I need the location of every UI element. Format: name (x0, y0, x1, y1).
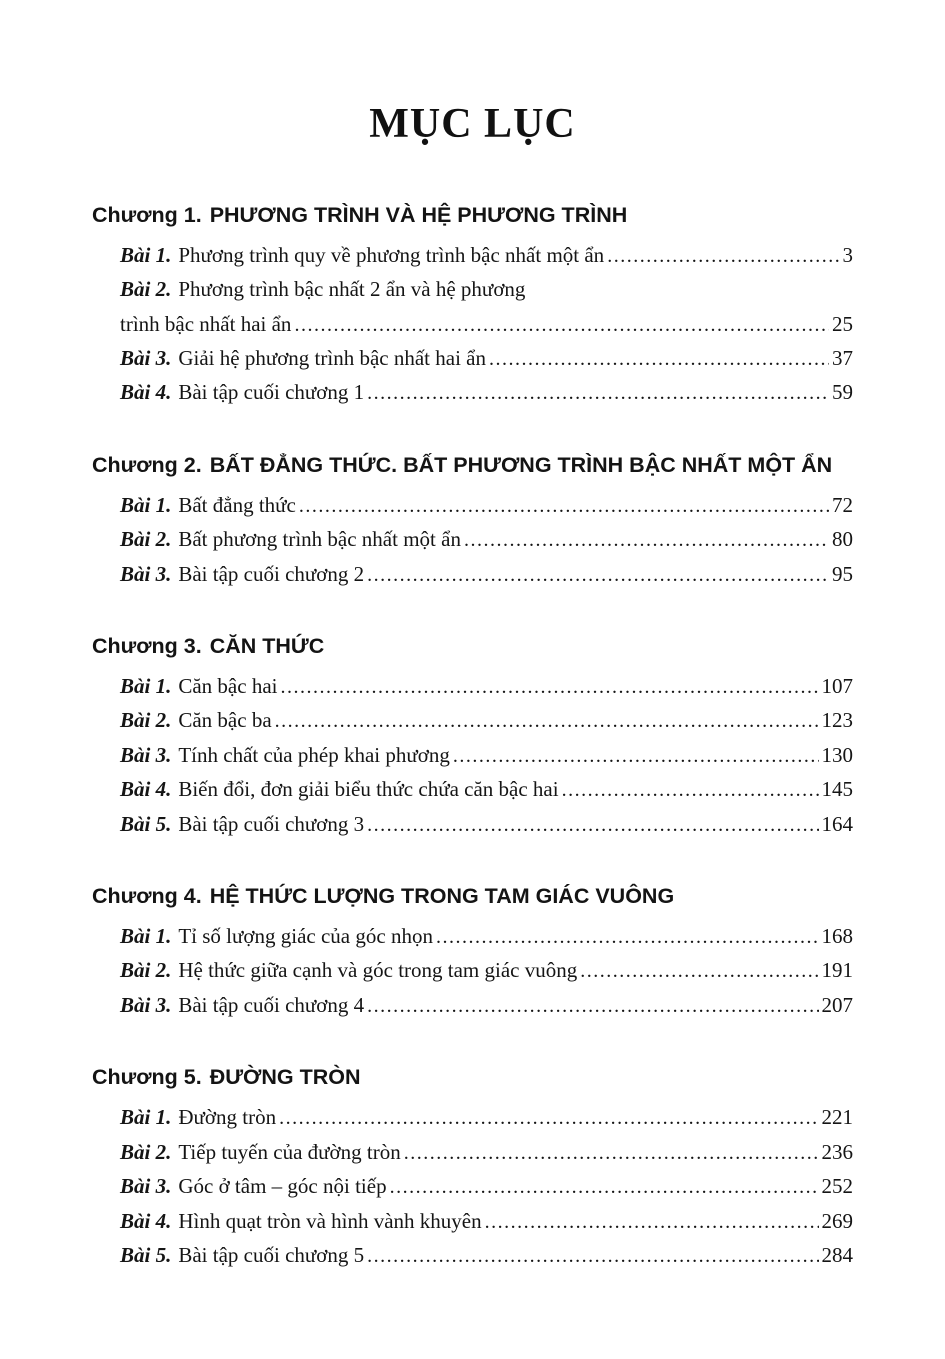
entry-title: Biến đổi, đơn giải biểu thức chứa căn bậc hai (178, 777, 559, 802)
chapter-label: Chương 2. (92, 452, 202, 477)
entry-page-number: 252 (821, 1174, 853, 1199)
entry-label: Bài 3. (120, 992, 172, 1017)
chapter-section (92, 631, 853, 841)
entry-page-number: 95 (832, 561, 853, 586)
toc (92, 200, 853, 1272)
entry-page-number: 25 (832, 311, 853, 336)
chapter-label: Chương 1. (92, 203, 202, 227)
dot-leader (485, 1204, 819, 1238)
entry-title: Căn bậc hai (178, 674, 278, 699)
dot-leader (294, 307, 829, 341)
entry-label: Bài 1. (120, 924, 172, 949)
entry-page-number: 130 (821, 742, 853, 767)
dot-leader (464, 522, 829, 556)
toc-entry (92, 1100, 853, 1134)
chapter-title: CĂN THỨC (209, 633, 325, 658)
entry-label: Bài 2. (120, 527, 172, 552)
entry-label: Bài 3. (120, 742, 172, 767)
entry-label: Bài 1. (120, 1105, 172, 1130)
toc-entry (92, 1238, 853, 1272)
chapter-heading (92, 881, 853, 911)
toc-entry (92, 669, 853, 703)
entry-page-number: 207 (821, 992, 853, 1017)
entry-page-number: 284 (821, 1242, 853, 1267)
toc-entry (92, 953, 853, 987)
entry-label: Bài 2. (120, 277, 172, 302)
toc-entry (92, 557, 853, 591)
chapter-section (92, 1062, 853, 1272)
entry-title: Căn bậc ba (178, 708, 272, 733)
toc-entry (92, 375, 853, 409)
chapter-label: Chương 3. (92, 633, 202, 658)
toc-entry (92, 341, 853, 375)
entry-label: Bài 4. (120, 777, 172, 802)
toc-entry (92, 772, 853, 806)
entry-label: Bài 1. (120, 492, 172, 517)
entry-label: Bài 1. (120, 243, 172, 268)
toc-entry (92, 238, 853, 272)
dot-leader (279, 1100, 818, 1134)
entry-page-number: 269 (821, 1208, 853, 1233)
entry-title: Phương trình quy về phương trình bậc nhất một ẩn (178, 243, 605, 268)
entry-title: Tiếp tuyến của đường tròn (178, 1139, 401, 1164)
toc-entry (92, 919, 853, 953)
entry-title: Bài tập cuối chương 4 (178, 992, 365, 1017)
chapter-section (92, 450, 853, 591)
entry-page-number: 3 (842, 243, 853, 268)
dot-leader (404, 1135, 819, 1169)
entry-title-continuation: trình bậc nhất hai ẩn (120, 311, 292, 336)
entry-label: Bài 2. (120, 958, 172, 983)
toc-entry (92, 488, 853, 522)
chapter-heading (92, 631, 853, 661)
chapter-title: ĐƯỜNG TRÒN (209, 1065, 361, 1090)
dot-leader (275, 703, 819, 737)
entry-list (92, 919, 853, 1022)
chapter-title: BẤT ĐẲNG THỨC. BẤT PHƯƠNG TRÌNH BẬC NHẤT MỘT ẨN (209, 452, 833, 477)
chapter-heading (92, 450, 853, 480)
toc-entry (92, 1169, 853, 1203)
entry-list (92, 669, 853, 841)
entry-title: Tỉ số lượng giác của góc nhọn (178, 924, 433, 949)
entry-page-number: 164 (821, 811, 853, 836)
toc-entry (92, 703, 853, 737)
chapter-section (92, 881, 853, 1022)
dot-leader (299, 488, 829, 522)
entry-label: Bài 4. (120, 380, 172, 405)
dot-leader (367, 988, 818, 1022)
dot-leader (607, 238, 839, 272)
entry-title: Giải hệ phương trình bậc nhất hai ẩn (178, 345, 486, 370)
chapter-section (92, 200, 853, 410)
entry-page-number: 37 (832, 345, 853, 370)
entry-page-number: 59 (832, 380, 853, 405)
entry-label: Bài 1. (120, 674, 172, 699)
chapter-heading (92, 200, 853, 230)
toc-entry (92, 1204, 853, 1238)
dot-leader (367, 807, 818, 841)
entry-label: Bài 3. (120, 1174, 172, 1199)
dot-leader (489, 341, 829, 375)
entry-label: Bài 3. (120, 345, 172, 370)
entry-page-number: 107 (821, 674, 853, 699)
entry-page-number: 168 (821, 924, 853, 949)
chapter-label: Chương 5. (92, 1065, 202, 1090)
entry-title: Đường tròn (178, 1105, 277, 1130)
entry-title: Bất đẳng thức (178, 492, 296, 517)
entry-label: Bài 2. (120, 1139, 172, 1164)
entry-list (92, 1100, 853, 1272)
toc-entry (92, 807, 853, 841)
toc-entry (92, 1135, 853, 1169)
chapter-heading (92, 1062, 853, 1092)
dot-leader (562, 772, 819, 806)
chapter-label: Chương 4. (92, 883, 202, 908)
entry-title: Bài tập cuối chương 5 (178, 1242, 365, 1267)
dot-leader (436, 919, 819, 953)
entry-page-number: 221 (821, 1105, 853, 1130)
entry-label: Bài 5. (120, 811, 172, 836)
entry-title: Tính chất của phép khai phương (178, 742, 450, 767)
entry-label: Bài 3. (120, 561, 172, 586)
dot-leader (367, 375, 829, 409)
dot-leader (367, 1238, 818, 1272)
entry-page-number: 80 (832, 527, 853, 552)
chapter-title: PHƯƠNG TRÌNH VÀ HỆ PHƯƠNG TRÌNH (209, 203, 628, 227)
entry-page-number: 236 (821, 1139, 853, 1164)
entry-list (92, 488, 853, 591)
dot-leader (453, 738, 819, 772)
entry-page-number: 191 (821, 958, 853, 983)
dot-leader (580, 953, 818, 987)
entry-label: Bài 2. (120, 708, 172, 733)
entry-title: Góc ở tâm – góc nội tiếp (178, 1174, 387, 1199)
entry-title: Hệ thức giữa cạnh và góc trong tam giác vuông (178, 958, 578, 983)
toc-entry (92, 272, 853, 306)
page-title: MỤC LỤC (369, 101, 576, 147)
entry-title: Bất phương trình bậc nhất một ẩn (178, 527, 461, 552)
toc-entry (92, 522, 853, 556)
entry-title: Hình quạt tròn và hình vành khuyên (178, 1208, 482, 1233)
entry-page-number: 145 (821, 777, 853, 802)
dot-leader (390, 1169, 819, 1203)
entry-page-number: 123 (821, 708, 853, 733)
toc-entry-continuation (92, 307, 853, 341)
entry-title: Bài tập cuối chương 2 (178, 561, 365, 586)
entry-title: Phương trình bậc nhất 2 ẩn và hệ phương (178, 277, 526, 302)
toc-entry (92, 738, 853, 772)
dot-leader (280, 669, 818, 703)
entry-page-number: 72 (832, 492, 853, 517)
entry-title: Bài tập cuối chương 3 (178, 811, 365, 836)
entry-list (92, 238, 853, 410)
chapter-title: HỆ THỨC LƯỢNG TRONG TAM GIÁC VUÔNG (209, 883, 675, 908)
entry-label: Bài 4. (120, 1208, 172, 1233)
toc-entry (92, 988, 853, 1022)
entry-label: Bài 5. (120, 1242, 172, 1267)
dot-leader (367, 557, 829, 591)
entry-title: Bài tập cuối chương 1 (178, 380, 365, 405)
